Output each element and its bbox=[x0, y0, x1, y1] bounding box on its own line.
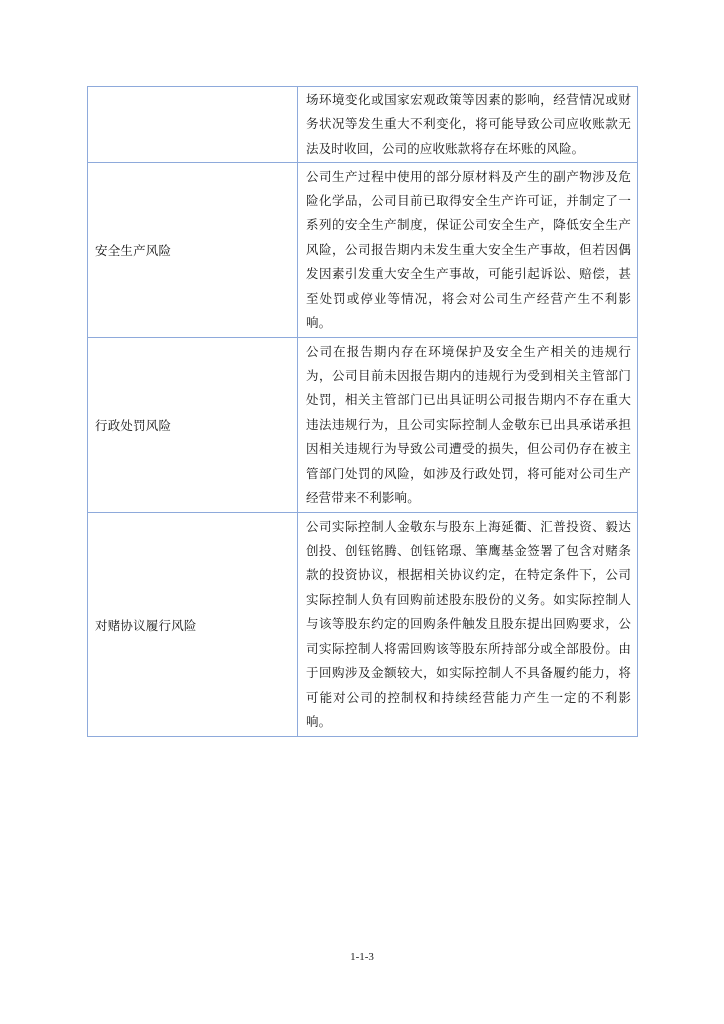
risk-name-cell: 行政处罚风险 bbox=[88, 338, 298, 513]
risk-description-cell bbox=[298, 163, 638, 338]
table-row bbox=[88, 87, 638, 163]
risk-factor-table bbox=[87, 86, 638, 737]
page-number: 1-1-3 bbox=[350, 951, 374, 963]
risk-name-cell bbox=[88, 87, 298, 163]
risk-name-cell: 对赌协议履行风险 bbox=[88, 513, 298, 737]
risk-description: 公司实际控制人金敬东与股东上海延衢、汇普投资、毅达创投、创钰铭腾、创钰铭璟、筆鹰基金签署了包含对赌条款的投资协议，根据相关协议约定，在特定条件下，公司实际控制人负有回购前述股东股份的义务。如实际控制人与该等股东约定的回购条件触发且股东提出回购要求，公司实际控制人将需回购该等股东所持部分或全部股份。由于回购涉及金额较大，如实际控制人不具备履约能力，将可能对公司的控制权和持续经营能力产生一定的不利影响。 bbox=[306, 518, 631, 729]
risk-description-cell bbox=[298, 338, 638, 513]
risk-description-cell bbox=[298, 513, 638, 737]
risk-description-cell bbox=[298, 87, 638, 163]
risk-description: 公司生产过程中使用的部分原材料及产生的副产物涉及危险化学品，公司目前已取得安全生产许可证，并制定了一系列的安全生产制度，保证公司安全生产，降低安全生产风险，公司报告期内未发生重大安全生产事故，但若因偶发因素引发重大安全生产事故，可能引起诉讼、赔偿，甚至处罚或停业等情况，将会对公司生产经营产生不利影响。 bbox=[306, 168, 631, 331]
risk-name-cell: 安全生产风险 bbox=[88, 163, 298, 338]
table-row bbox=[88, 513, 638, 737]
table-row bbox=[88, 338, 638, 513]
risk-description: 场环境变化或国家宏观政策等因素的影响，经营情况或财务状况等发生重大不利变化，将可能导致公司应收账款无法及时收回，公司的应收账款将存在坏账的风险。 bbox=[306, 91, 631, 156]
table-row bbox=[88, 163, 638, 338]
risk-description: 公司在报告期内存在环境保护及安全生产相关的违规行为，公司目前未因报告期内的违规行为受到相关主管部门处罚，相关主管部门已出具证明公司报告期内不存在重大违法违规行为，且公司实际控制人金敬东已出具承诺承担因相关违规行为导致公司遭受的损失，但公司仍存在被主管部门处罚的风险，如涉及行政处罚，将可能对公司生产经营带来不利影响。 bbox=[306, 343, 631, 506]
